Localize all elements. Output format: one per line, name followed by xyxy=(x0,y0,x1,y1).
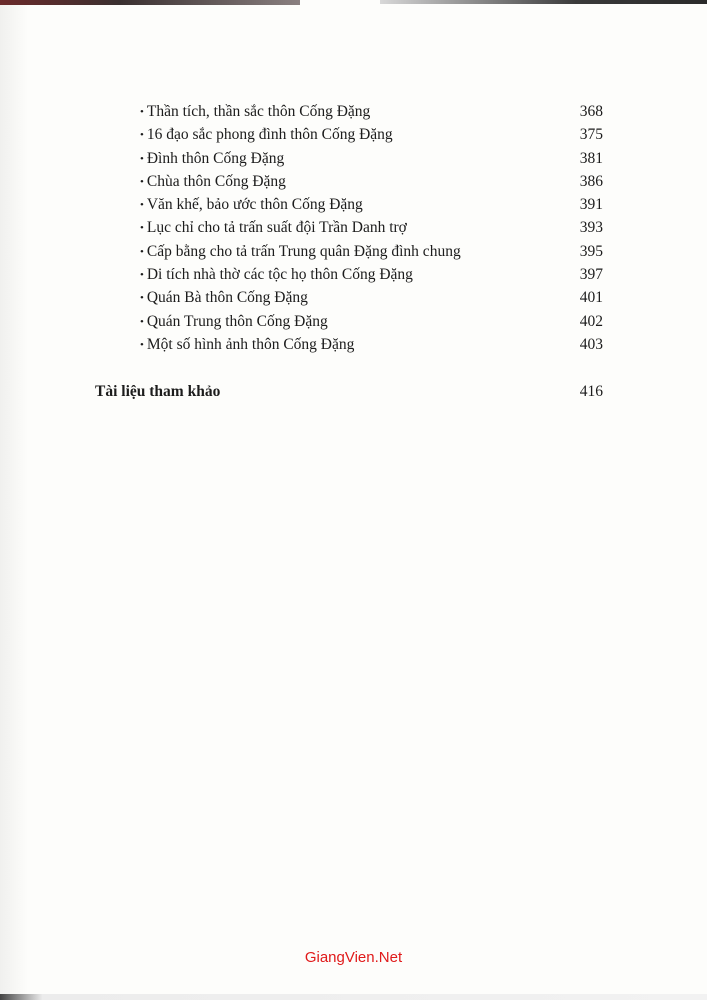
bullet-icon: • xyxy=(140,175,144,188)
toc-entry-title: Lục chỉ cho tả trấn suất đội Trần Danh trợ xyxy=(146,219,407,237)
toc-entry xyxy=(140,170,603,193)
toc-entry-title: Di tích nhà thờ các tộc họ thôn Cống Đặng xyxy=(146,266,413,284)
toc-entry-title: Quán Bà thôn Cống Đặng xyxy=(146,289,308,307)
toc-entry-page: 401 xyxy=(579,289,603,307)
scan-edge-bottom xyxy=(0,994,707,1000)
toc-entry xyxy=(140,193,603,216)
toc-entry xyxy=(140,263,603,286)
toc-entry-page: 368 xyxy=(579,103,603,120)
toc-entry-page: 381 xyxy=(579,149,603,167)
toc-entry xyxy=(140,123,603,146)
toc-entry-title: Một số hình ảnh thôn Cống Đặng xyxy=(146,335,355,353)
table-of-contents xyxy=(140,100,603,356)
bullet-icon: • xyxy=(140,222,144,235)
toc-entry-title: Chùa thôn Cống Đặng xyxy=(146,172,286,190)
scan-edge-top-right xyxy=(380,0,707,4)
bullet-icon: • xyxy=(140,152,144,165)
toc-entry xyxy=(140,310,603,333)
toc-entry xyxy=(140,100,603,123)
toc-section-page: 416 xyxy=(579,383,603,400)
toc-entry-title: 16 đạo sắc phong đình thôn Cống Đặng xyxy=(146,126,393,144)
toc-entry xyxy=(140,333,603,356)
watermark: GiangVien.Net xyxy=(304,949,403,966)
toc-entry-title: Cấp bằng cho tả trấn Trung quân Đặng đình chung xyxy=(146,242,461,260)
toc-section-references xyxy=(95,381,603,403)
scan-shadow xyxy=(0,0,28,1000)
toc-entry-title: Thần tích, thần sắc thôn Cống Đặng xyxy=(146,103,371,120)
scan-edge-top-left xyxy=(0,0,300,5)
bullet-icon: • xyxy=(140,315,144,328)
bullet-icon: • xyxy=(140,338,144,351)
bullet-icon: • xyxy=(140,292,144,305)
toc-entry xyxy=(140,286,603,309)
toc-entry xyxy=(140,216,603,239)
toc-entry-title: Văn khế, bảo ước thôn Cống Đặng xyxy=(146,196,363,214)
bullet-icon: • xyxy=(140,106,144,118)
toc-entry-page: 391 xyxy=(579,196,603,214)
toc-entry-page: 402 xyxy=(579,312,603,330)
toc-entry-page: 397 xyxy=(579,266,603,284)
toc-entry-page: 393 xyxy=(579,219,603,237)
toc-entry xyxy=(140,147,603,170)
toc-entry xyxy=(140,240,603,263)
toc-entry-page: 386 xyxy=(579,172,603,190)
toc-entry-title: Đình thôn Cống Đặng xyxy=(146,149,285,167)
bullet-icon: • xyxy=(140,199,144,212)
toc-section-title: Tài liệu tham khảo xyxy=(95,383,221,400)
toc-entry-page: 403 xyxy=(579,335,603,353)
bullet-icon: • xyxy=(140,129,144,142)
toc-entry-page: 375 xyxy=(579,126,603,144)
bullet-icon: • xyxy=(140,269,144,282)
toc-entry-title: Quán Trung thôn Cống Đặng xyxy=(146,312,328,330)
bullet-icon: • xyxy=(140,245,144,258)
toc-entry-page: 395 xyxy=(579,242,603,260)
